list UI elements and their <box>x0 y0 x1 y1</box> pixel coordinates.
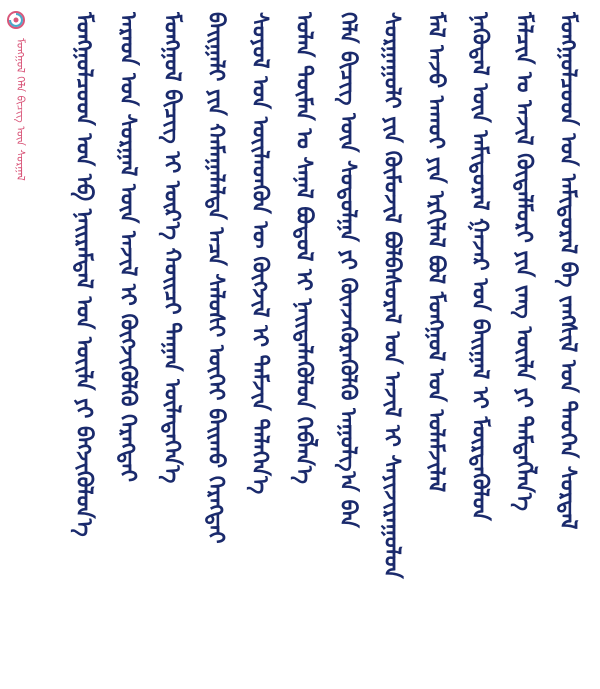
text-column-7: ᠣᠯᠠᠨ ᠲᠥᠮᠡᠨ ᠤ ᠰᠠᠨᠠᠯ ᠪᠣᠳᠤᠯ ᠢ ᠨᠡᠢᠲᠡᠯᠡᠭᠦᠯᠦᠨ ᠬᠡᠪᠯᠡᠨ᠎ᠡ <box>291 12 316 485</box>
text-column-5: ᠰᠤᠷᠭᠠᠭᠤᠯᠢ ᠶᠢᠨ ᠬᠦᠮᠦᠵᠢᠯ ᠪᠣᠯᠪᠠᠰᠤᠷᠠᠯ ᠤᠨ ᠠᠵᠢᠯ ᠢ ᠰᠠᠶᠢᠵᠢᠷᠠᠭᠤᠯᠤᠨ <box>379 12 404 579</box>
text-column-9: ᠪᠠᠢᠭᠠᠯᠢ ᠶᠢᠨ ᠬᠠᠮᠠᠭᠠᠯᠠᠯᠲᠠ ᠠᠴᠠ ᠰᠠᠯᠤᠰᠢ ᠦᠭᠡᠢ ᠪᠠᠢᠬᠤ ᠬᠡᠷᠡᠭᠲᠡᠢ <box>203 12 228 544</box>
text-column-3: ᠨᠡᠭᠦᠳᠡᠯ ᠦᠨ ᠠᠮᠢᠳᠤᠷᠠᠯ ᠭᠠᠵᠠᠷ ᠤᠨ ᠪᠠᠢᠭᠠᠯ ᠢ ᠮᠥᠷᠳᠡᠭᠦᠯᠦᠨ <box>467 12 492 521</box>
watermark-text: ᠮᠣᠩᠭᠣᠯ ᠬᠡᠯᠡ ᠪᠢᠴᠢᠭ ᠦᠨ ᠰᠤᠷᠭᠠᠯ <box>14 38 27 181</box>
text-column-11: ᠠᠷᠠᠳ ᠤᠨ ᠰᠤᠷᠭᠠᠯ ᠦᠨ ᠠᠵᠢᠯ ᠢ ᠬᠥᠭᠵᠢᠭᠦᠯᠬᠦ ᠬᠡᠷᠡᠭᠲᠡᠢ <box>115 12 140 482</box>
watermark <box>4 8 28 668</box>
text-column-4: ᠮᠠᠯ ᠠᠵᠤ ᠠᠬᠤᠢ ᠶᠢᠨ ᠡᠷᠬᠢᠯᠡᠯ ᠪᠣᠯ ᠮᠣᠩᠭᠣᠯ ᠤᠨ ᠤᠯᠠᠮᠵᠢᠯᠠᠯ <box>423 12 448 493</box>
text-column-2: ᠮᠠᠯᠴᠢᠨ ᠤ ᠠᠵᠢᠯ ᠬᠥᠳᠡᠯᠮᠦᠷᠢ ᠶᠢᠨ ᠵᠠᠩ ᠦᠢᠯᠡ ᠶᠢ ᠲᠡᠮᠳᠡᠭᠯᠡᠨ᠎ᠡ <box>511 12 536 511</box>
text-column-10: ᠮᠣᠩᠭᠣᠯ ᠪᠢᠴᠢᠭ ᠢ ᠦᠷ᠎ᠡ ᠬᠣᠢᠴᠢ ᠳᠠᠭᠠᠨ ᠦᠯᠡᠳᠡᠭᠡᠨ᠎ᠡ <box>159 12 184 484</box>
text-column-6: ᠬᠡᠯᠡ ᠪᠢᠴᠢᠭ ᠦᠨ ᠰᠤᠳᠤᠯᠭᠠ ᠶᠢ ᠭᠦᠨᠵᠡᠭᠦᠷᠡᠭᠦᠯᠬᠦ ᠠᠭᠤᠯᠭ᠎ᠠ ᠪᠠᠨ <box>335 12 360 528</box>
text-column-1: ᠮᠣᠩᠭᠣᠯᠴᠤᠳ ᠤᠨ ᠠᠮᠢᠳᠤᠷᠠᠯ ᠪᠠ ᠵᠠᠩᠱᠢᠯ ᠤᠨ ᠲᠡᠦᠬᠡᠨ ᠰᠤᠷᠳᠠᠯ <box>555 12 580 530</box>
vertical-text-block <box>64 12 584 682</box>
text-column-8: ᠰᠣᠶᠣᠯ ᠤᠨ ᠦᠢᠯᠡᠳᠬᠦᠨ ᠦ ᠬᠥᠭᠵᠢᠯ ᠢ ᠳᠡᠮᠵᠢᠨ ᠲᠡᠯᠡᠭᠡᠨ᠎ᠡ <box>247 12 272 495</box>
text-column-12: ᠮᠣᠩᠭᠣᠯᠴᠤᠳ ᠤᠨ ᠡᠪ ᠨᠠᠢᠷᠠᠮᠳᠠᠯ ᠤᠨ ᠦᠢᠯᠡ ᠶᠢ ᠪᠡᠬᠵᠢᠭᠦᠯᠦᠨ᠎ᠡ <box>71 12 96 537</box>
spiral-logo-icon <box>6 10 26 30</box>
